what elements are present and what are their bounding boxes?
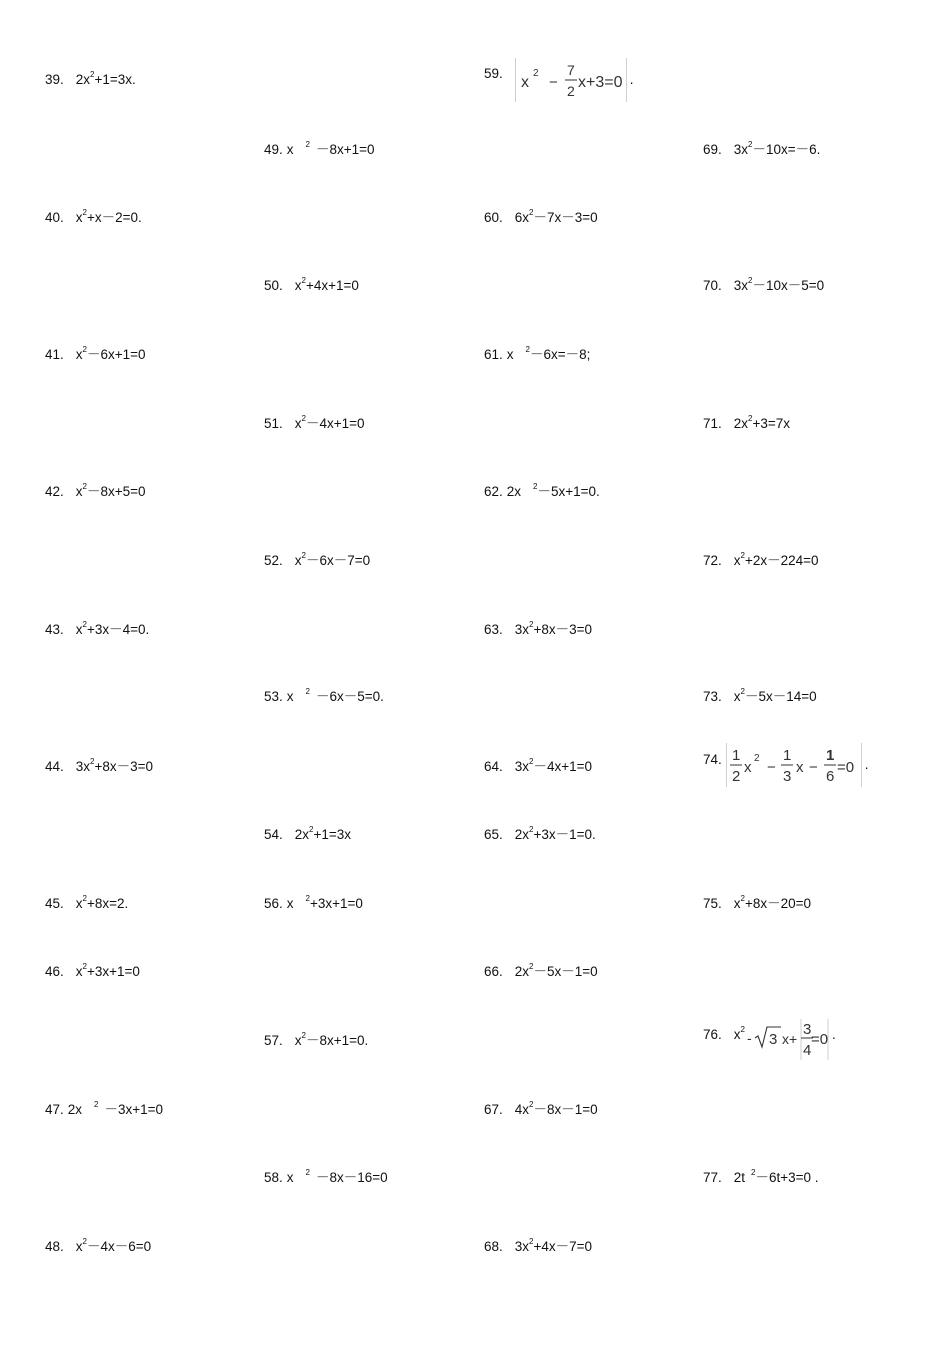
equation-rest: +3x－4=0. xyxy=(86,622,150,637)
problem-63 xyxy=(484,622,592,638)
equation-lead: x xyxy=(286,1170,294,1185)
period: . xyxy=(629,71,634,87)
equation-lead: x xyxy=(75,1239,83,1254)
equation-rest: +2x－224=0 xyxy=(744,553,819,568)
problem-42 xyxy=(45,484,146,500)
equation-lead: 4x xyxy=(514,1102,530,1117)
exponent: 2 xyxy=(525,345,530,354)
equation-rest: +8x－20=0 xyxy=(744,896,812,911)
equation-rest: －4x－6=0 xyxy=(86,1239,152,1254)
minus-sign: - xyxy=(746,1030,752,1046)
equation-lead: x xyxy=(520,74,529,91)
problem-number: 64. xyxy=(484,759,503,774)
equation-lead: x xyxy=(286,142,294,157)
problem-54 xyxy=(264,827,351,843)
problem-58 xyxy=(264,1170,388,1186)
equation-rest: －10x=－6. xyxy=(752,142,821,157)
period: . xyxy=(831,1026,836,1042)
problem-46 xyxy=(45,964,140,980)
problem-number: 77. xyxy=(703,1170,722,1185)
problem-number: 65. xyxy=(484,827,503,842)
problem-number: 45. xyxy=(45,896,64,911)
equation-rest: －6x－5=0. xyxy=(315,689,384,704)
equation-rest: +4x+1=0 xyxy=(305,278,359,293)
problem-72 xyxy=(703,553,819,569)
problem-49 xyxy=(264,142,375,158)
exponent: 2 xyxy=(82,345,87,354)
equation-lead: x xyxy=(286,896,294,911)
exponent: 2 xyxy=(753,753,760,764)
equation-rest: +3x+1=0 xyxy=(309,896,363,911)
period: . xyxy=(864,756,869,772)
exponent: 2 xyxy=(94,1100,99,1109)
equation-rest: －5x－1=0 xyxy=(533,964,598,979)
fraction-denominator: 4 xyxy=(802,1042,812,1059)
problem-number: 66. xyxy=(484,964,503,979)
problem-68 xyxy=(484,1239,592,1255)
problem-number: 74. xyxy=(703,752,722,767)
exponent: 2 xyxy=(82,208,87,217)
problem-number: 71. xyxy=(703,416,722,431)
problem-52 xyxy=(264,553,370,569)
equation-rest: －5x+1=0. xyxy=(537,484,600,499)
exponent: 2 xyxy=(740,687,745,696)
equation-lead: 3x xyxy=(514,1239,530,1254)
equation-lead: 2x xyxy=(514,827,530,842)
problem-73 xyxy=(703,689,817,705)
equation-lead: x xyxy=(75,484,83,499)
problem-number: 46. xyxy=(45,964,64,979)
equation-lead: 2x xyxy=(506,484,522,499)
problem-48 xyxy=(45,1239,151,1255)
problem-50 xyxy=(264,278,359,294)
problem-number: 39. xyxy=(45,72,64,87)
exponent: 2 xyxy=(82,1237,87,1246)
equation-rest: －8x+1=0 xyxy=(315,142,375,157)
equation-lead: 2t xyxy=(733,1170,746,1185)
problem-number: 56. xyxy=(264,896,283,911)
equation-lead: x xyxy=(294,1033,302,1048)
minus-sign: − xyxy=(808,759,818,776)
equation-rest: －7x－3=0 xyxy=(533,210,598,225)
radicand: 3 xyxy=(768,1031,778,1048)
exponent: 2 xyxy=(90,757,95,766)
equation-rest: －8x+5=0 xyxy=(86,484,146,499)
problem-number: 52. xyxy=(264,553,283,568)
problem-39 xyxy=(45,72,136,88)
fraction-denominator: 3 xyxy=(782,768,792,785)
problem-75 xyxy=(703,896,811,912)
exponent: 2 xyxy=(533,482,538,491)
problem-number: 44. xyxy=(45,759,64,774)
exponent: 2 xyxy=(305,1168,310,1177)
problem-77 xyxy=(703,1170,819,1186)
problem-57 xyxy=(264,1033,368,1049)
equation-rest: －6t+3=0 . xyxy=(755,1170,819,1185)
equation-lead: x xyxy=(294,278,302,293)
problem-number: 70. xyxy=(703,278,722,293)
problem-61 xyxy=(484,347,590,363)
problem-41 xyxy=(45,347,146,363)
equation-rest: －4x+1=0 xyxy=(305,416,365,431)
fraction-denominator: 6 xyxy=(825,768,835,785)
equation-lead: 6x xyxy=(514,210,530,225)
equation-rest: +8x－3=0 xyxy=(533,622,593,637)
problem-66 xyxy=(484,964,598,980)
problem-62 xyxy=(484,484,600,500)
problem-number: 61. xyxy=(484,347,503,362)
equation-lead: x xyxy=(75,896,83,911)
exponent: 2 xyxy=(751,1168,756,1177)
equation-rest: x+3=0 xyxy=(577,74,623,91)
exponent: 2 xyxy=(301,276,306,285)
equation-lead: x xyxy=(286,689,294,704)
problem-number: 63. xyxy=(484,622,503,637)
equation-lead: 2x xyxy=(733,416,749,431)
problem-number: 49. xyxy=(264,142,283,157)
equation-rest: －3x+1=0 xyxy=(104,1102,164,1117)
fraction-denominator: 2 xyxy=(566,83,575,99)
variable: x xyxy=(743,759,752,776)
problem-number: 41. xyxy=(45,347,64,362)
equation-rest: －6x+1=0 xyxy=(86,347,146,362)
fraction-numerator: 1 xyxy=(782,747,792,764)
exponent: 2 xyxy=(529,1100,534,1109)
equation-lead: 3x xyxy=(75,759,91,774)
equation-rest: －6x－7=0 xyxy=(305,553,371,568)
problem-number: 43. xyxy=(45,622,64,637)
problem-44 xyxy=(45,759,153,775)
minus-sign: − xyxy=(548,74,558,91)
problem-number: 50. xyxy=(264,278,283,293)
problem-number: 73. xyxy=(703,689,722,704)
problem-65 xyxy=(484,827,596,843)
equation-rest: +x－2=0. xyxy=(86,210,142,225)
problem-number: 42. xyxy=(45,484,64,499)
exponent: 2 xyxy=(305,687,310,696)
equation-image xyxy=(515,58,627,102)
exponent: 2 xyxy=(82,482,87,491)
exponent: 2 xyxy=(301,551,306,560)
equation-rest: －4x+1=0 xyxy=(533,759,593,774)
problem-number: 75. xyxy=(703,896,722,911)
exponent: 2 xyxy=(529,208,534,217)
exponent: 2 xyxy=(305,140,310,149)
equation-lead: 3x xyxy=(733,142,749,157)
equation-lead: x xyxy=(733,1027,741,1042)
fraction-numerator: 7 xyxy=(566,62,575,78)
exponent: 2 xyxy=(82,962,87,971)
problem-number: 69. xyxy=(703,142,722,157)
problem-56 xyxy=(264,896,363,912)
exponent: 2 xyxy=(529,620,534,629)
equation-lead: x xyxy=(75,347,83,362)
problem-45 xyxy=(45,896,128,912)
equation-lead: 3x xyxy=(514,622,530,637)
equation-lead: 2x xyxy=(67,1102,83,1117)
equation-lead: x xyxy=(294,553,302,568)
exponent: 2 xyxy=(529,825,534,834)
problem-number: 58. xyxy=(264,1170,283,1185)
equation-rest: －6x=－8; xyxy=(529,347,591,362)
equation-image xyxy=(745,1017,829,1061)
problem-67 xyxy=(484,1102,598,1118)
exponent: 2 xyxy=(748,414,753,423)
equation-rest: +3x－1=0. xyxy=(533,827,596,842)
equation-lead: 3x xyxy=(514,759,530,774)
problem-76 xyxy=(703,1017,836,1061)
problem-60 xyxy=(484,210,598,226)
problem-number: 51. xyxy=(264,416,283,431)
equation-lead: x xyxy=(75,964,83,979)
equation-rest: －8x－1=0 xyxy=(533,1102,598,1117)
equation-lead: 2x xyxy=(75,72,91,87)
problem-number: 40. xyxy=(45,210,64,225)
problem-71 xyxy=(703,416,790,432)
fraction-numerator: 3 xyxy=(802,1021,812,1038)
problem-number: 59. xyxy=(484,66,503,81)
equation-lead: 2x xyxy=(294,827,310,842)
minus-sign: − xyxy=(766,759,776,776)
variable: x xyxy=(795,759,804,776)
equation-rest: －10x－5=0 xyxy=(752,278,825,293)
problem-74 xyxy=(703,743,869,787)
problem-70 xyxy=(703,278,824,294)
problem-59 xyxy=(484,58,634,102)
equation-rest: +4x－7=0 xyxy=(533,1239,593,1254)
equation-rest: +3x+1=0 xyxy=(86,964,140,979)
problem-number: 57. xyxy=(264,1033,283,1048)
equation-rest: +8x－3=0 xyxy=(94,759,154,774)
problem-number: 47. xyxy=(45,1102,64,1117)
equation-rest: =0 xyxy=(810,1031,829,1048)
problem-53 xyxy=(264,689,384,705)
problem-69 xyxy=(703,142,820,158)
exponent: 2 xyxy=(82,894,87,903)
equation-lead: x xyxy=(506,347,514,362)
problem-40 xyxy=(45,210,142,226)
equation-rest: +1=3x. xyxy=(94,72,136,87)
equation-rest: +3=7x xyxy=(752,416,791,431)
equation-rest: －8x+1=0. xyxy=(305,1033,369,1048)
equation-lead: x xyxy=(75,622,83,637)
equation-lead: x xyxy=(75,210,83,225)
equation-lead: x xyxy=(733,689,741,704)
equation-lead: x xyxy=(733,553,741,568)
problem-number: 53. xyxy=(264,689,283,704)
problem-51 xyxy=(264,416,365,432)
exponent: 2 xyxy=(309,825,314,834)
equation-lead: x xyxy=(733,896,741,911)
problem-number: 62. xyxy=(484,484,503,499)
problem-number: 68. xyxy=(484,1239,503,1254)
problem-number: 76. xyxy=(703,1027,722,1042)
exponent: 2 xyxy=(305,894,310,903)
exponent: 2 xyxy=(529,757,534,766)
exponent: 2 xyxy=(740,1024,745,1034)
fraction-numerator: 1 xyxy=(825,747,835,764)
problem-number: 60. xyxy=(484,210,503,225)
problem-number: 67. xyxy=(484,1102,503,1117)
exponent: 2 xyxy=(748,140,753,149)
problem-64 xyxy=(484,759,592,775)
equation-lead: x xyxy=(294,416,302,431)
variable: x+ xyxy=(781,1031,798,1047)
problem-47 xyxy=(45,1102,163,1118)
exponent: 2 xyxy=(301,1031,306,1040)
equation-lead: 2x xyxy=(514,964,530,979)
exponent: 2 xyxy=(529,1237,534,1246)
problem-number: 72. xyxy=(703,553,722,568)
exponent: 2 xyxy=(529,962,534,971)
equation-rest: +8x=2. xyxy=(86,896,129,911)
exponent: 2 xyxy=(90,70,95,79)
exponent: 2 xyxy=(748,276,753,285)
problem-number: 54. xyxy=(264,827,283,842)
exponent: 2 xyxy=(532,68,539,79)
equation-lead: 3x xyxy=(733,278,749,293)
equation-rest: －5x－14=0 xyxy=(744,689,817,704)
problem-number: 48. xyxy=(45,1239,64,1254)
equation-rest: =0 xyxy=(836,759,854,776)
exponent: 2 xyxy=(301,414,306,423)
fraction-denominator: 2 xyxy=(731,768,741,785)
equation-image xyxy=(726,743,862,787)
problem-43 xyxy=(45,622,149,638)
exponent: 2 xyxy=(82,620,87,629)
equation-rest: +1=3x xyxy=(313,827,352,842)
fraction-numerator: 1 xyxy=(731,747,741,764)
exponent: 2 xyxy=(740,894,745,903)
equation-rest: －8x－16=0 xyxy=(315,1170,388,1185)
exponent: 2 xyxy=(740,551,745,560)
